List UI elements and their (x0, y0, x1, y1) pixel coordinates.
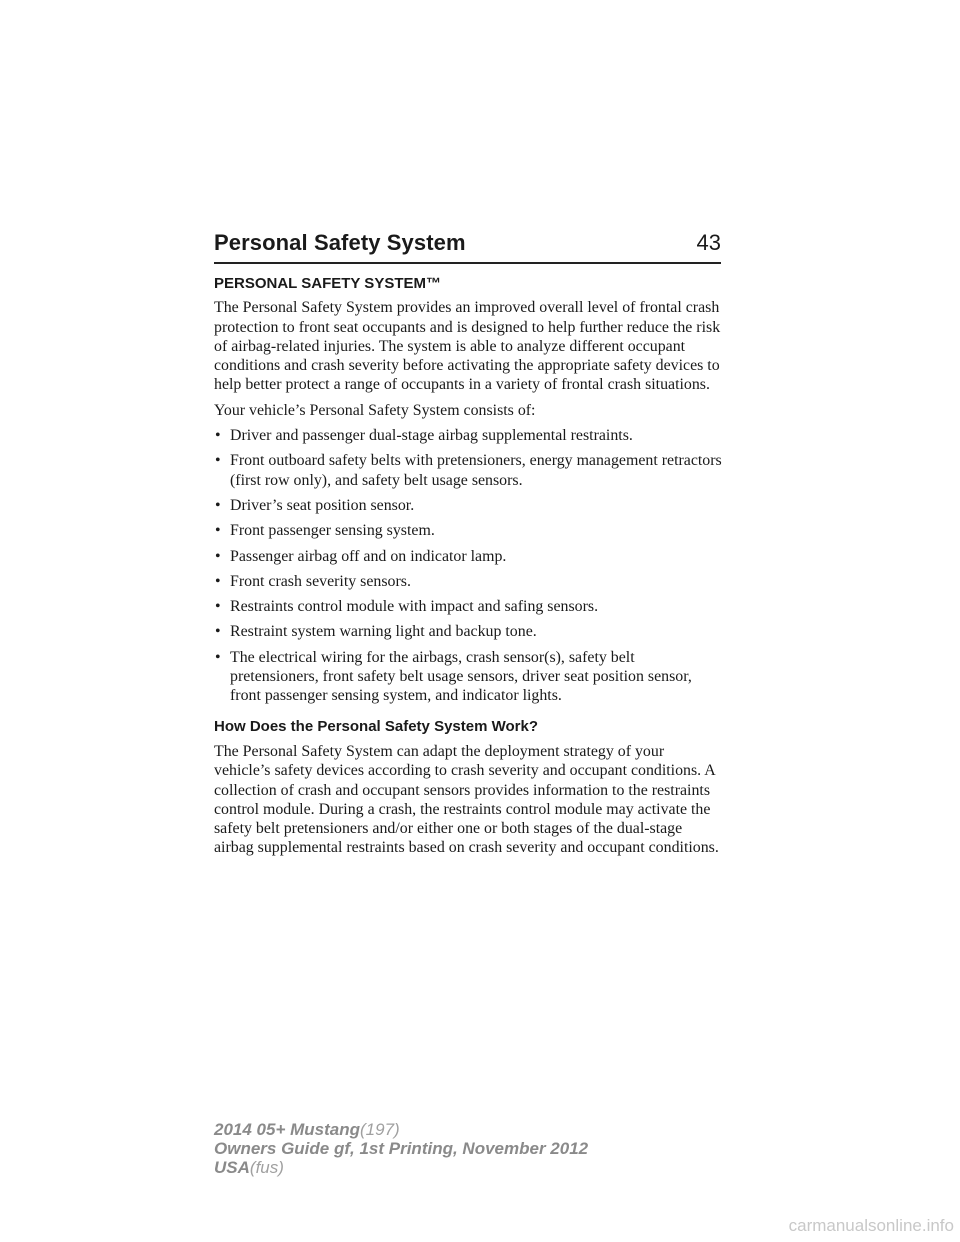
bullet-icon: • (215, 452, 221, 470)
list-item-text: Front outboard safety belts with pretensioners, energy management retractors (first row only), and safety belt usage sensors. (230, 452, 722, 489)
list-item (214, 451, 724, 490)
bullet-icon: • (215, 572, 221, 590)
bullet-icon: • (215, 598, 221, 616)
list-item (214, 521, 724, 540)
list-item-text: Front crash severity sensors. (230, 572, 411, 590)
bullet-icon: • (215, 547, 221, 565)
bullet-icon: • (215, 496, 221, 514)
list-item (214, 597, 724, 616)
footer-region-code: (fus) (249, 1158, 284, 1177)
intro-paragraph: The Personal Safety System provides an improved overall level of frontal crash protection to front seat occupants and is designed to help further reduce the risk of airbag-related injuries. The system is able to analyze different occupant conditions and crash severity before activating the appropriate safety devices to help better protect a range of occupants in a variety of frontal crash situations. (214, 299, 721, 394)
footer-line-printing: Owners Guide gf, 1st Printing, November 2012 (214, 1139, 589, 1158)
bullet-icon: • (215, 648, 221, 666)
list-item-text: Restraint system warning light and backup tone. (230, 623, 537, 641)
bullet-icon: • (215, 427, 221, 445)
bullet-icon: • (215, 522, 221, 540)
list-item (214, 648, 724, 706)
header-title: Personal Safety System (214, 230, 466, 255)
running-header (214, 228, 721, 264)
list-item-text: Driver’s seat position sensor. (230, 496, 415, 514)
how-it-works-heading: How Does the Personal Safety System Work? (214, 717, 538, 735)
consists-of-paragraph: Your vehicle’s Personal Safety System consists of: (214, 401, 536, 419)
page-content (214, 268, 724, 864)
component-list (214, 426, 724, 706)
list-item-text: Driver and passenger dual-stage airbag supplemental restraints. (230, 427, 633, 445)
site-watermark: carmanualsonline.info (788, 1216, 954, 1235)
print-footer (214, 1120, 588, 1177)
bullet-icon: • (215, 623, 221, 641)
page-number: 43 (696, 230, 721, 255)
list-item (214, 496, 724, 515)
footer-model: 2014 05+ Mustang (214, 1120, 360, 1139)
list-item (214, 547, 724, 566)
how-it-works-paragraph: The Personal Safety System can adapt the deployment strategy of your vehicle’s safety devices according to crash severity and occupant conditions. A collection of crash and occupant sensors provides information to the restraints control module. During a crash, the restraints control module may activate the safety belt pretensioners and/or either one or both stages of the dual-stage airbag supplemental restraints based on crash severity and occupant conditions. (214, 742, 719, 857)
list-item (214, 572, 724, 591)
footer-line-region (214, 1158, 588, 1177)
footer-line-model (214, 1120, 588, 1139)
list-item-text: Passenger airbag off and on indicator lamp. (230, 547, 507, 565)
section-heading: PERSONAL SAFETY SYSTEM™ (214, 275, 441, 292)
footer-model-code: (197) (360, 1120, 400, 1139)
list-item (214, 622, 724, 641)
footer-region: USA (214, 1158, 250, 1177)
list-item-text: Front passenger sensing system. (230, 522, 435, 540)
list-item (214, 426, 724, 445)
list-item-text: The electrical wiring for the airbags, crash sensor(s), safety belt pretensioners, front safety belt usage sensors, driver seat position sensor, front passenger sensing system, and indicator lights. (230, 648, 692, 705)
list-item-text: Restraints control module with impact and safing sensors. (230, 598, 599, 616)
